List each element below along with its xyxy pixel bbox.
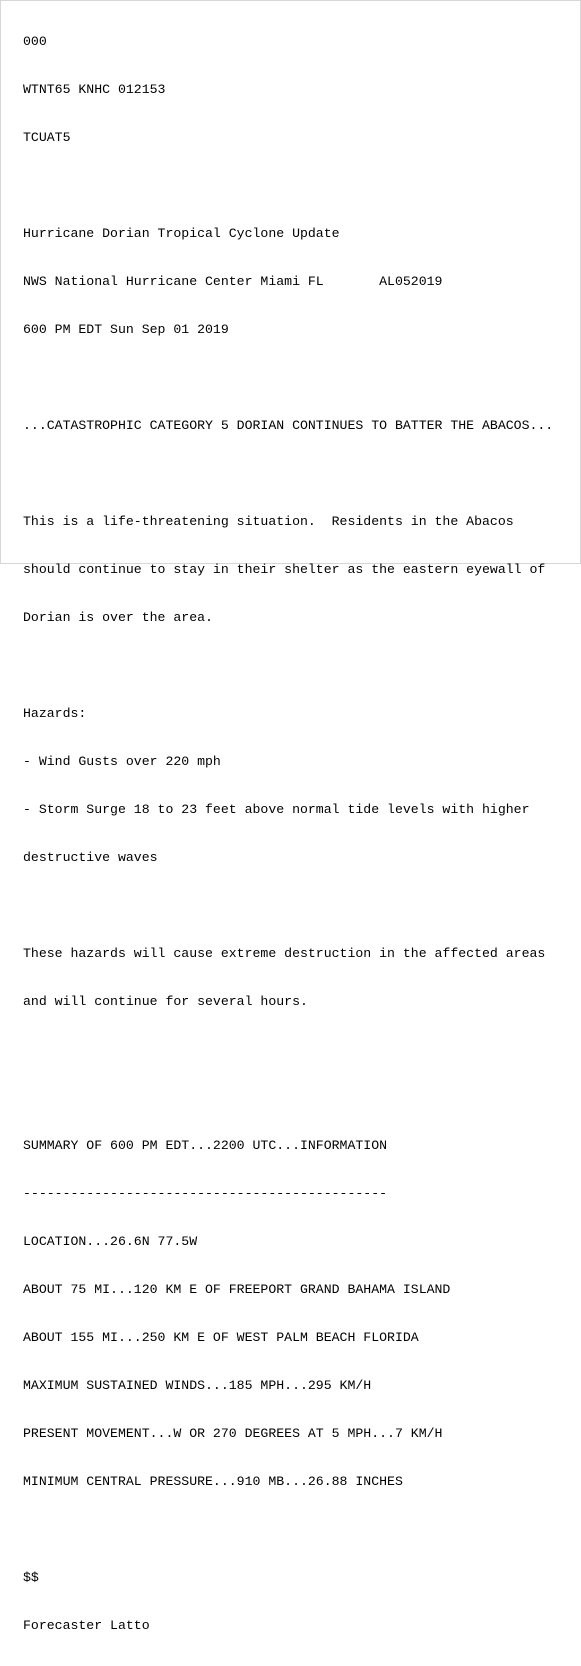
blank-line bbox=[23, 1090, 553, 1106]
summary-rule: ---------------------------------------------- bbox=[23, 1186, 388, 1201]
headline: ...CATASTROPHIC CATEGORY 5 DORIAN CONTINUES TO BATTER THE ABACOS... bbox=[23, 418, 554, 433]
blank-line bbox=[23, 466, 553, 482]
wmo-header: WTNT65 KNHC 012153 bbox=[23, 82, 166, 97]
hazard-item: - Wind Gusts over 220 mph bbox=[23, 754, 221, 769]
hazard-item: destructive waves bbox=[23, 850, 158, 865]
blank-line bbox=[23, 658, 553, 674]
office-line: NWS National Hurricane Center Miami FL AL052019 bbox=[23, 274, 443, 289]
summary-distance-west-palm: ABOUT 155 MI...250 KM E OF WEST PALM BEACH FLORIDA bbox=[23, 1330, 419, 1345]
forecaster-signature: Forecaster Latto bbox=[23, 1618, 150, 1633]
discussion-line: This is a life-threatening situation. Residents in the Abacos bbox=[23, 514, 514, 529]
blank-line bbox=[23, 178, 553, 194]
summary-movement: PRESENT MOVEMENT...W OR 270 DEGREES AT 5 MPH...7 KM/H bbox=[23, 1426, 443, 1441]
summary-distance-freeport: ABOUT 75 MI...120 KM E OF FREEPORT GRAND BAHAMA ISLAND bbox=[23, 1282, 451, 1297]
blank-line bbox=[23, 370, 553, 386]
discussion-line: should continue to stay in their shelter as the eastern eyewall of bbox=[23, 562, 546, 577]
blank-line bbox=[23, 898, 553, 914]
impact-line: and will continue for several hours. bbox=[23, 994, 308, 1009]
summary-pressure: MINIMUM CENTRAL PRESSURE...910 MB...26.88 INCHES bbox=[23, 1474, 403, 1489]
blank-line bbox=[23, 1042, 553, 1058]
impact-line: These hazards will cause extreme destruction in the affected areas bbox=[23, 946, 546, 961]
blank-line bbox=[23, 1522, 553, 1538]
hazards-heading: Hazards: bbox=[23, 706, 87, 721]
hazard-item: - Storm Surge 18 to 23 feet above normal tide levels with higher bbox=[23, 802, 530, 817]
discussion-line: Dorian is over the area. bbox=[23, 610, 213, 625]
awips-id: TCUAT5 bbox=[23, 130, 71, 145]
summary-location: LOCATION...26.6N 77.5W bbox=[23, 1234, 198, 1249]
product-title: Hurricane Dorian Tropical Cyclone Update bbox=[23, 226, 340, 241]
summary-max-winds: MAXIMUM SUSTAINED WINDS...185 MPH...295 KM/H bbox=[23, 1378, 372, 1393]
advisory-text bbox=[23, 2, 553, 1666]
terminator: $$ bbox=[23, 1570, 39, 1585]
header-code: 000 bbox=[23, 34, 47, 49]
summary-heading: SUMMARY OF 600 PM EDT...2200 UTC...INFORMATION bbox=[23, 1138, 388, 1153]
issue-time: 600 PM EDT Sun Sep 01 2019 bbox=[23, 322, 229, 337]
